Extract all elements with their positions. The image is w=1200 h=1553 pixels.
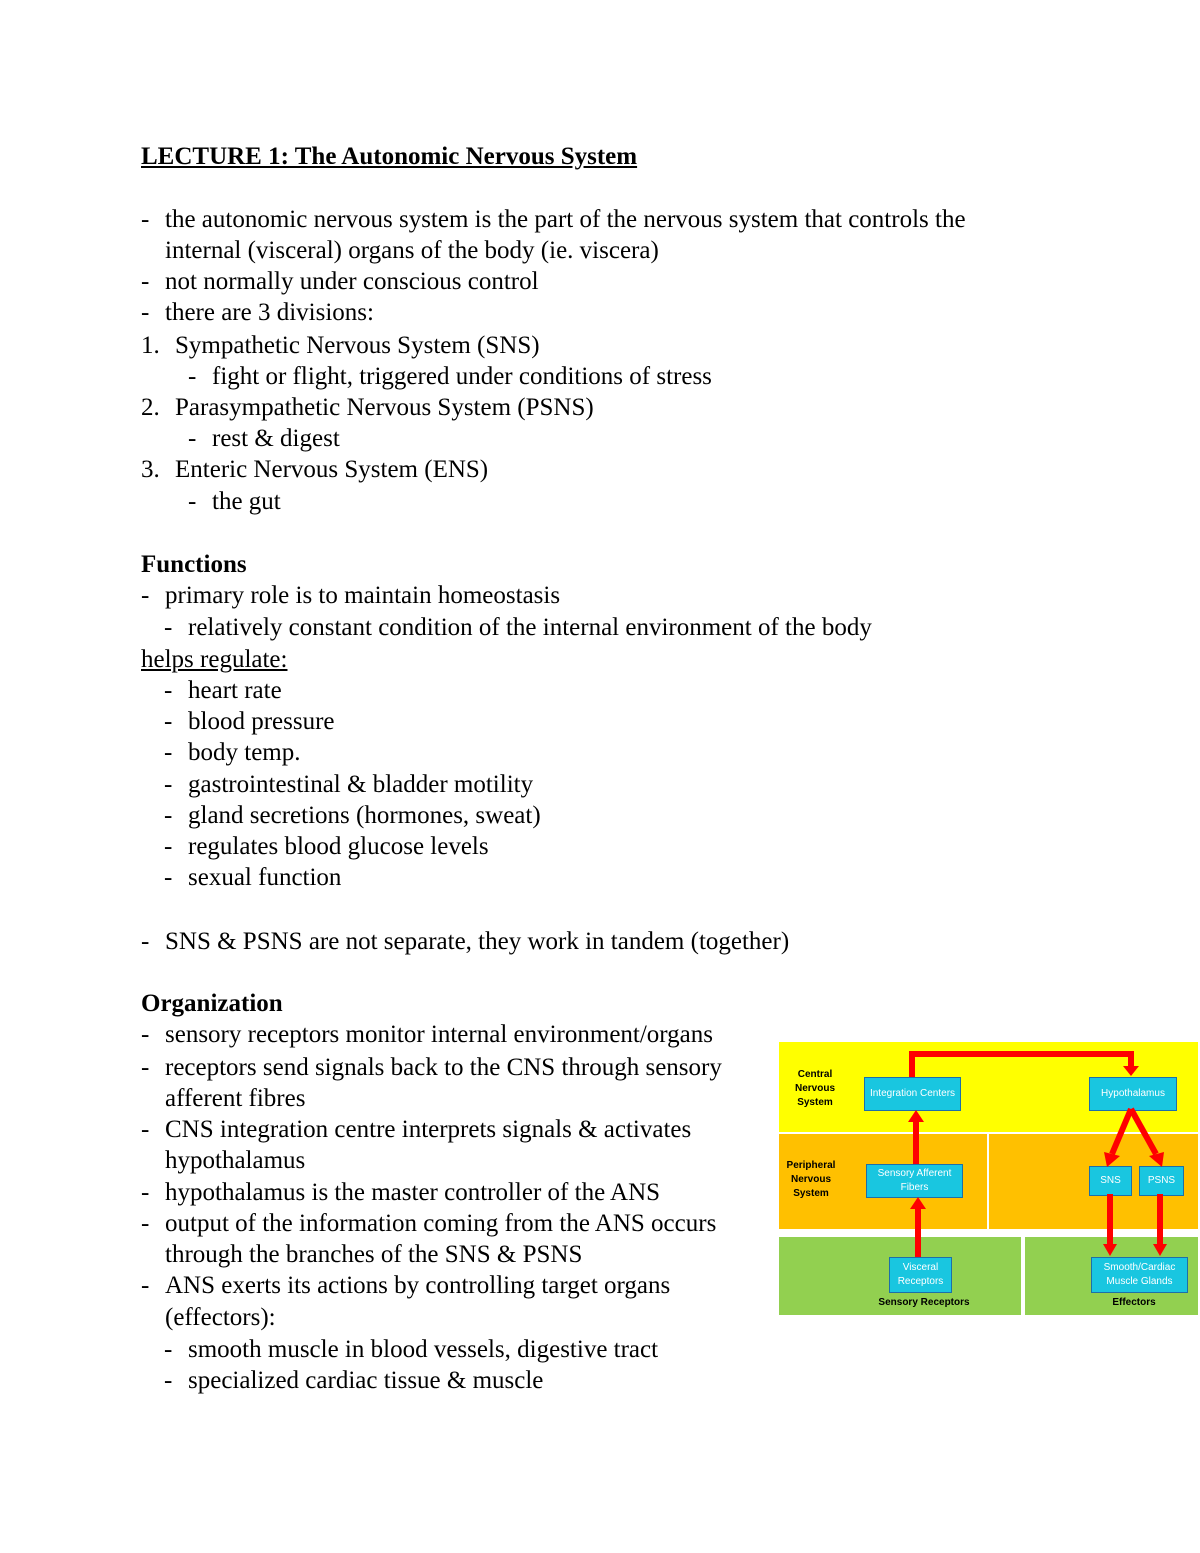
tandem-note: - SNS & PSNS are not separate, they work in tandem (together) bbox=[141, 928, 790, 955]
effector-item: - specialized cardiac tissue & muscle bbox=[164, 1367, 544, 1394]
functions-primary: - primary role is to maintain homeostasis bbox=[141, 582, 561, 609]
regulate-label: helps regulate: bbox=[141, 646, 288, 673]
smooth-cardiac-box: Smooth/Cardiac Muscle Glands bbox=[1091, 1257, 1188, 1293]
sensory-caption: Sensory Receptors bbox=[878, 1297, 970, 1308]
cns-label: Central Nervous System bbox=[794, 1069, 835, 1108]
sensory-afferent-box: Sensory Afferent Fibers bbox=[866, 1164, 963, 1198]
sns-box: SNS bbox=[1089, 1166, 1132, 1196]
organization-line: - hypothalamus is the master controller of the ANS bbox=[141, 1179, 661, 1206]
organization-line: - ANS exerts its actions by controlling target organs bbox=[141, 1272, 671, 1299]
organization-line: - receptors send signals back to the CNS through sensory bbox=[141, 1054, 722, 1081]
regulate-item: - body temp. bbox=[164, 739, 301, 766]
organization-line: afferent fibres bbox=[165, 1085, 306, 1112]
functions-primary-detail: - relatively constant condition of the internal environment of the body bbox=[164, 614, 872, 641]
intro-line-1: - the autonomic nervous system is the part of the nervous system that controls the bbox=[141, 206, 966, 233]
intro-line-4: - there are 3 divisions: bbox=[141, 299, 374, 326]
visceral-receptors-box: Visceral Receptors bbox=[889, 1257, 952, 1293]
division-1-detail: - fight or flight, triggered under conditions of stress bbox=[188, 363, 712, 390]
regulate-item: - sexual function bbox=[164, 864, 342, 891]
integration-centers-box: Integration Centers bbox=[864, 1077, 961, 1111]
organization-line: - CNS integration centre interprets signals & activates bbox=[141, 1116, 692, 1143]
hypothalamus-box: Hypothalamus bbox=[1089, 1077, 1177, 1111]
effectors-caption: Effectors bbox=[1112, 1297, 1156, 1308]
organization-line: through the branches of the SNS & PSNS bbox=[165, 1241, 583, 1268]
organization-line: (effectors): bbox=[165, 1304, 276, 1331]
organization-line: hypothalamus bbox=[165, 1147, 306, 1174]
regulate-item: - gastrointestinal & bladder motility bbox=[164, 771, 534, 798]
intro-line-3: - not normally under conscious control bbox=[141, 268, 539, 295]
division-3: 3. Enteric Nervous System (ENS) bbox=[141, 456, 489, 483]
psns-box: PSNS bbox=[1139, 1166, 1184, 1196]
ans-diagram bbox=[779, 1042, 1198, 1315]
division-2-detail: - rest & digest bbox=[188, 425, 340, 452]
organization-line: - output of the information coming from the ANS occurs bbox=[141, 1210, 717, 1237]
regulate-item: - heart rate bbox=[164, 677, 282, 704]
regulate-item: - regulates blood glucose levels bbox=[164, 833, 489, 860]
pns-label: Peripheral Nervous System bbox=[786, 1160, 836, 1199]
regulate-item: - blood pressure bbox=[164, 708, 335, 735]
organization-heading: Organization bbox=[141, 990, 283, 1017]
division-1: 1. Sympathetic Nervous System (SNS) bbox=[141, 332, 540, 359]
functions-heading: Functions bbox=[141, 551, 247, 578]
intro-line-2: internal (visceral) organs of the body (ie. viscera) bbox=[165, 237, 659, 264]
regulate-item: - gland secretions (hormones, sweat) bbox=[164, 802, 541, 829]
division-2: 2. Parasympathetic Nervous System (PSNS) bbox=[141, 394, 594, 421]
organization-line: - sensory receptors monitor internal environment/organs bbox=[141, 1021, 714, 1048]
effector-item: - smooth muscle in blood vessels, digestive tract bbox=[164, 1336, 659, 1363]
division-3-detail: - the gut bbox=[188, 488, 281, 515]
page-title: LECTURE 1: The Autonomic Nervous System bbox=[141, 143, 638, 170]
